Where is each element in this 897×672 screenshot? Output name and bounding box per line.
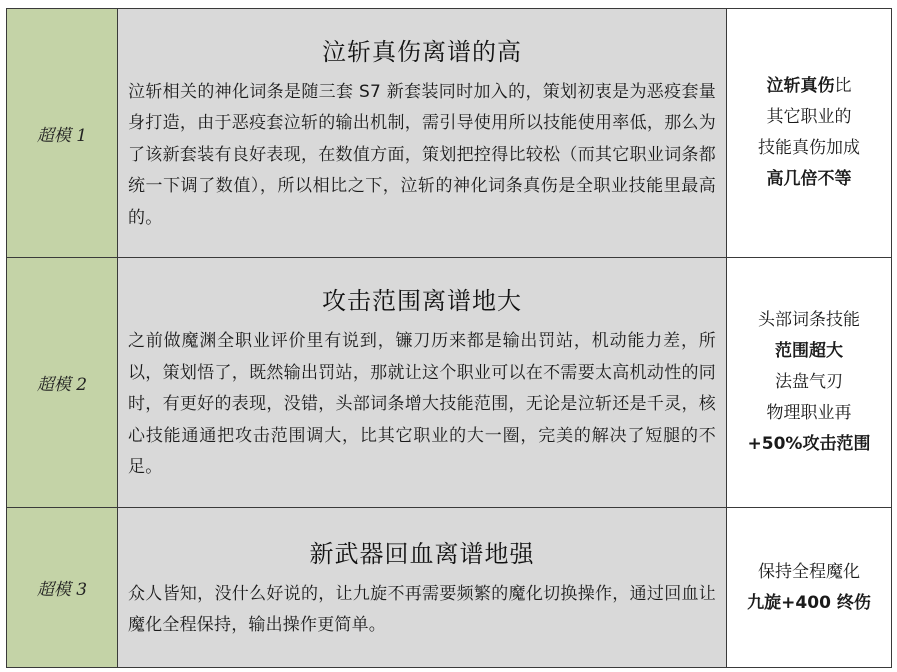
- summary-line: 保持全程魔化: [758, 561, 860, 582]
- summary-line: 法盘气刃: [775, 372, 843, 392]
- summary-line: 物理职业再: [766, 403, 852, 423]
- row-body-text: 泣斩相关的神化词条是随三套 S7 新套装同时加入的，策划初衷是为恶疫套量身打造，由于恶疫套泣斩的输出机制，需引导使用所以技能使用率低，那么为了该新套装有良好表现，在数值方面，策划把控得比较松（而其它职业词条都统一下调了数值），所以相比之下，泣斩的神化词条真伤是全职业技能里最高的。: [128, 81, 716, 228]
- row-heading: 泣斩真伤离谱的高: [322, 37, 522, 66]
- row-label-cell: [7, 9, 118, 258]
- summary-highlight: 九旋+400 终伤: [747, 592, 871, 613]
- summary-cell: [727, 508, 892, 668]
- summary-highlight: +50%攻击范围: [747, 434, 871, 454]
- summary-highlight: 高几倍不等: [766, 169, 852, 189]
- row-label: 超模 2: [36, 375, 88, 395]
- summary-text: 比: [834, 76, 852, 96]
- row-heading: 攻击范围离谱地大: [322, 287, 522, 316]
- summary-line: 头部词条技能: [758, 310, 860, 330]
- summary-line: 技能真伤加成: [758, 138, 860, 158]
- row-label-cell: [7, 508, 118, 668]
- table-row: [7, 258, 892, 508]
- content-cell: [118, 9, 727, 258]
- row-body-text: 众人皆知，没什么好说的，让九旋不再需要频繁的魔化切换操作，通过回血让魔化全程保持，输出操作更简单。: [128, 583, 716, 635]
- comparison-sheet: [6, 8, 891, 667]
- summary-highlight: 泣斩真伤: [766, 76, 835, 96]
- summary-highlight: 范围超大: [775, 341, 843, 361]
- row-heading: 新武器回血离谱地强: [309, 539, 535, 568]
- table-row: [7, 9, 892, 258]
- overpowered-features-table: [6, 8, 892, 668]
- row-body-text: 之前做魔渊全职业评价里有说到，镰刀历来都是输出罚站，机动能力差，所以，策划悟了，既然输出罚站，那就让这个职业可以在不需要太高机动性的同时，有更好的表现，没错，头部词条增大技能范围，无论是泣斩还是千灵，核心技能通通把攻击范围调大，比其它职业的大一圈，完美的解决了短腿的不足。: [128, 331, 716, 478]
- content-cell: [118, 508, 727, 668]
- summary-line: 其它职业的: [766, 107, 852, 127]
- row-label: 超模 3: [36, 580, 88, 600]
- summary-cell: [727, 9, 892, 258]
- summary-cell: [727, 258, 892, 508]
- content-cell: [118, 258, 727, 508]
- row-label: 超模 1: [36, 125, 88, 146]
- table-row: [7, 508, 892, 668]
- row-label-cell: [7, 258, 118, 508]
- summary-line: [727, 71, 891, 102]
